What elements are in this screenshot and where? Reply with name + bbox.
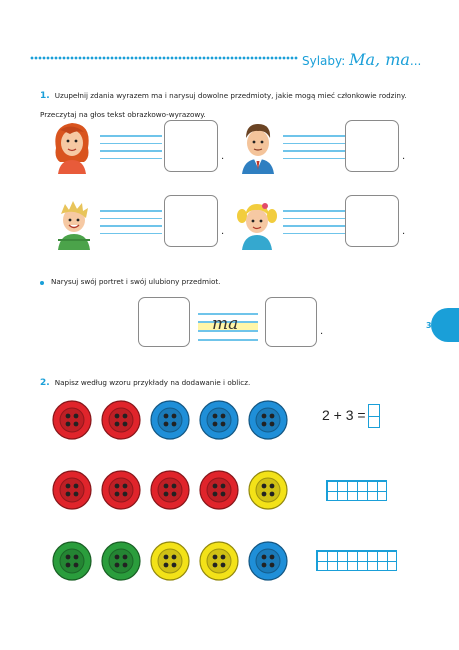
drawing-box-father[interactable] [345,120,399,172]
header-dotted-rule [30,56,298,60]
button-row-svg [52,470,302,510]
yellow-button-icon [249,471,287,509]
portrait-instruction: Narysuj swój portret i swój ulubiony przedmiot. [51,277,221,286]
button-row-svg [52,400,302,440]
self-portrait-box[interactable] [138,297,190,347]
write-lines-girl[interactable] [283,210,345,240]
button-row-2 [52,470,302,514]
father-illustration [236,118,280,174]
blue-button-icon [151,401,189,439]
write-lines-boy[interactable] [100,210,162,240]
yellow-button-icon [151,542,189,580]
page-number: 3 [426,321,432,330]
title-syllables: Ma, ma [349,50,410,69]
word-ma: ma [212,314,239,334]
blue-button-icon [249,401,287,439]
red-button-icon [53,471,91,509]
drawing-box-girl[interactable] [345,195,399,247]
red-button-icon [151,471,189,509]
write-lines-mother[interactable] [100,135,162,165]
example-equation: 2 + 3 = [322,407,366,423]
title-prefix: Sylaby: [302,54,350,68]
mother-illustration [50,118,94,174]
bullet-icon [40,281,44,285]
button-row-svg [52,541,302,581]
answer-box[interactable] [368,404,380,428]
button-row-1 [52,400,302,444]
yellow-button-icon [200,542,238,580]
title-ellipsis: ... [409,54,422,68]
page-title [302,50,421,69]
answer-grid-row-3[interactable] [316,550,397,571]
green-button-icon [53,542,91,580]
period-mark: . [221,151,225,162]
drawing-box-mother[interactable] [164,120,218,172]
exercise-2-instruction: Napisz według wzoru przykłady na dodawanie i oblicz. [54,378,251,387]
page-tab [431,308,459,342]
period-mark: . [402,151,406,162]
exercise-1-instruction-block [40,83,410,121]
exercise-2-number: 2. [40,378,50,388]
blue-button-icon [200,401,238,439]
write-lines-father[interactable] [283,135,345,165]
red-button-icon [102,401,140,439]
boy-illustration [53,196,95,250]
exercise-1-number: 1. [40,91,50,101]
period-mark: . [221,226,225,237]
red-button-icon [200,471,238,509]
answer-grid-row-2[interactable] [326,480,387,501]
red-button-icon [102,471,140,509]
girl-illustration [235,196,279,250]
button-row-3 [52,541,302,585]
green-button-icon [102,542,140,580]
period-mark: . [402,226,406,237]
exercise-2-instruction-block [40,370,410,389]
ma-writing-lines[interactable] [198,313,258,347]
favorite-item-box[interactable] [265,297,317,347]
blue-button-icon [249,542,287,580]
red-button-icon [53,401,91,439]
period-mark: . [320,326,324,337]
drawing-box-boy[interactable] [164,195,218,247]
exercise-1-instruction: Uzupełnij zdania wyrazem ma i narysuj dowolne przedmioty, jakie mogą mieć członkowie rodziny. Przeczytaj na głos tekst obrazkowo-wyrazowy. [40,91,407,119]
